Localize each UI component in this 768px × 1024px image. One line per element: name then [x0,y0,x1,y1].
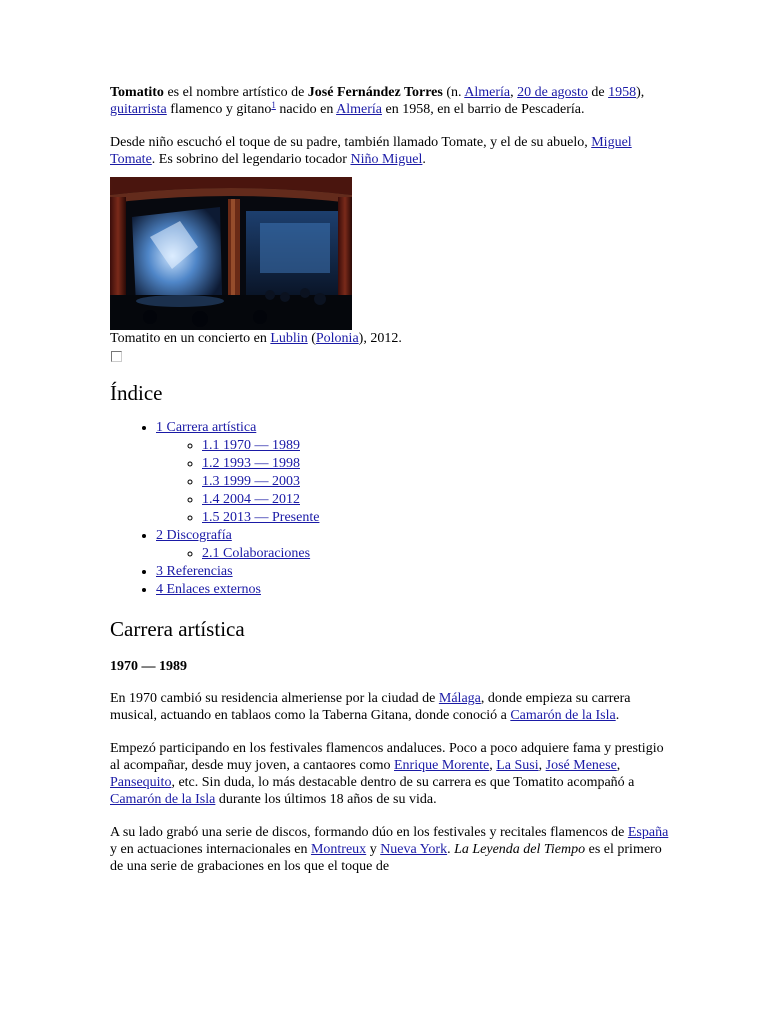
toc-subitem [202,509,670,527]
toc-subitem [202,473,670,491]
link-polonia[interactable]: Polonia [315,331,359,346]
link-almeria[interactable]: Almería [464,85,511,100]
intro-paragraph [110,84,670,118]
footnote-link[interactable]: 1 [271,100,276,110]
body-text: es el primero de una serie de grabaciones en los que el toque de [110,842,662,874]
body-text: y [366,842,381,857]
full-name: José Fernández Torres [307,85,443,100]
body-text: , donde empieza su carrera musical, actuando en tablaos como la Taberna Gitana, donde conoció a [110,691,631,723]
body-text: Empezó participando en los festivales flamencos andaluces. Poco a poco adquiere fama y prestigio al acompañar, desde muy joven, a cantaores como [110,741,664,773]
intro-text: flamenco y gitano [166,102,272,117]
body-text: , [538,758,546,773]
toc-title: Índice [110,381,163,405]
link-la-susi[interactable]: La Susi [496,758,539,773]
intro-text: en 1958, en el barrio de Pescadería. [381,102,585,117]
link-montreux[interactable]: Montreux [310,842,367,857]
concert-photo[interactable] [110,177,352,330]
link-miguel-tomate[interactable]: Miguel Tomate [110,135,632,167]
toc-link-1999[interactable]: 1.3 1999 — 2003 [202,474,300,489]
body-text: . [615,708,620,723]
caption-text: ( [307,331,316,346]
childhood-paragraph [110,134,670,168]
caption-text: ), 2012. [358,331,402,346]
toc-link-discografia[interactable]: 2 Discografía [156,528,232,543]
childhood-text: . Es sobrino del legendario tocador [151,152,351,167]
link-pansequito[interactable]: Pansequito [110,775,172,790]
body-text: durante los últimos 18 años de su vida. [215,792,437,807]
link-espana[interactable]: España [627,825,669,840]
section-heading-carrera: Carrera artística [110,617,245,641]
childhood-text: . [422,152,426,167]
toc-item [156,581,670,599]
toc-link-colaboraciones[interactable]: 2.1 Colaboraciones [202,546,311,561]
link-malaga[interactable]: Málaga [438,691,481,706]
concert-figure [110,177,670,362]
caption-text: Tomatito en un concierto en [110,331,271,346]
artist-name: Tomatito [110,85,164,100]
toc-subitem [202,545,670,563]
toc-link-1970[interactable]: 1.1 1970 — 1989 [202,438,300,453]
toc-item [156,527,670,563]
toc-item [156,419,670,527]
link-birth-year[interactable]: 1958 [608,85,637,100]
body-text: , etc. Sin duda, lo más destacable dentro de su carrera es que Tomatito acompañó a [171,775,635,790]
intro-text: nacido en [275,102,337,117]
body-text: , [489,758,497,773]
toc-link-2013[interactable]: 1.5 2013 — Presente [202,510,320,525]
toc-subitem [202,491,670,509]
intro-text: de [587,85,609,100]
body-text: . [447,842,455,857]
toc-link-2004[interactable]: 1.4 2004 — 2012 [202,492,300,507]
link-nueva-york[interactable]: Nueva York [380,842,448,857]
link-nino-miguel[interactable]: Niño Miguel [350,152,423,167]
toc-link-referencias[interactable]: 3 Referencias [156,564,233,579]
body-text: A su lado grabó una serie de discos, formando dúo en los festivales y recitales flamencos de [110,825,628,840]
link-almeria-2[interactable]: Almería [336,102,382,117]
toc-link-enlaces[interactable]: 4 Enlaces externos [156,582,261,597]
album-title: La Leyenda del Tiempo [454,842,586,857]
toc-link-1993[interactable]: 1.2 1993 — 1998 [202,456,300,471]
link-camaron-2[interactable]: Camarón de la Isla [110,792,216,807]
link-guitarrista[interactable]: guitarrista [110,102,167,117]
toc-sublist [156,437,670,527]
carrera-paragraph-3 [110,824,670,875]
link-camaron[interactable]: Camarón de la Isla [510,708,616,723]
toc-sublist [156,545,670,563]
body-text: y en actuaciones internacionales en [110,842,311,857]
subsection-heading-1970: 1970 — 1989 [110,659,187,674]
childhood-text: Desde niño escuchó el toque de su padre, también llamado Tomate, y el de su abuelo, [110,135,592,150]
photo-caption [110,330,670,347]
link-jose-menese[interactable]: José Menese [545,758,617,773]
intro-text: , [510,85,518,100]
broken-image-icon [111,351,122,362]
toc-subitem [202,437,670,455]
article-content [110,84,670,875]
intro-text: ), [636,85,645,100]
carrera-paragraph-1 [110,690,670,724]
body-text: En 1970 cambió su residencia almeriense por la ciudad de [110,691,439,706]
toc-subitem [202,455,670,473]
toc-link-carrera[interactable]: 1 Carrera artística [156,420,257,435]
body-text: , [616,758,621,773]
link-birth-date[interactable]: 20 de agosto [517,85,588,100]
intro-text: es el nombre artístico de [163,85,308,100]
carrera-paragraph-2 [110,740,670,808]
link-lublin[interactable]: Lublin [270,331,308,346]
toc-item [156,563,670,581]
intro-text: (n. [442,85,465,100]
link-enrique-morente[interactable]: Enrique Morente [394,758,490,773]
table-of-contents [110,419,670,599]
